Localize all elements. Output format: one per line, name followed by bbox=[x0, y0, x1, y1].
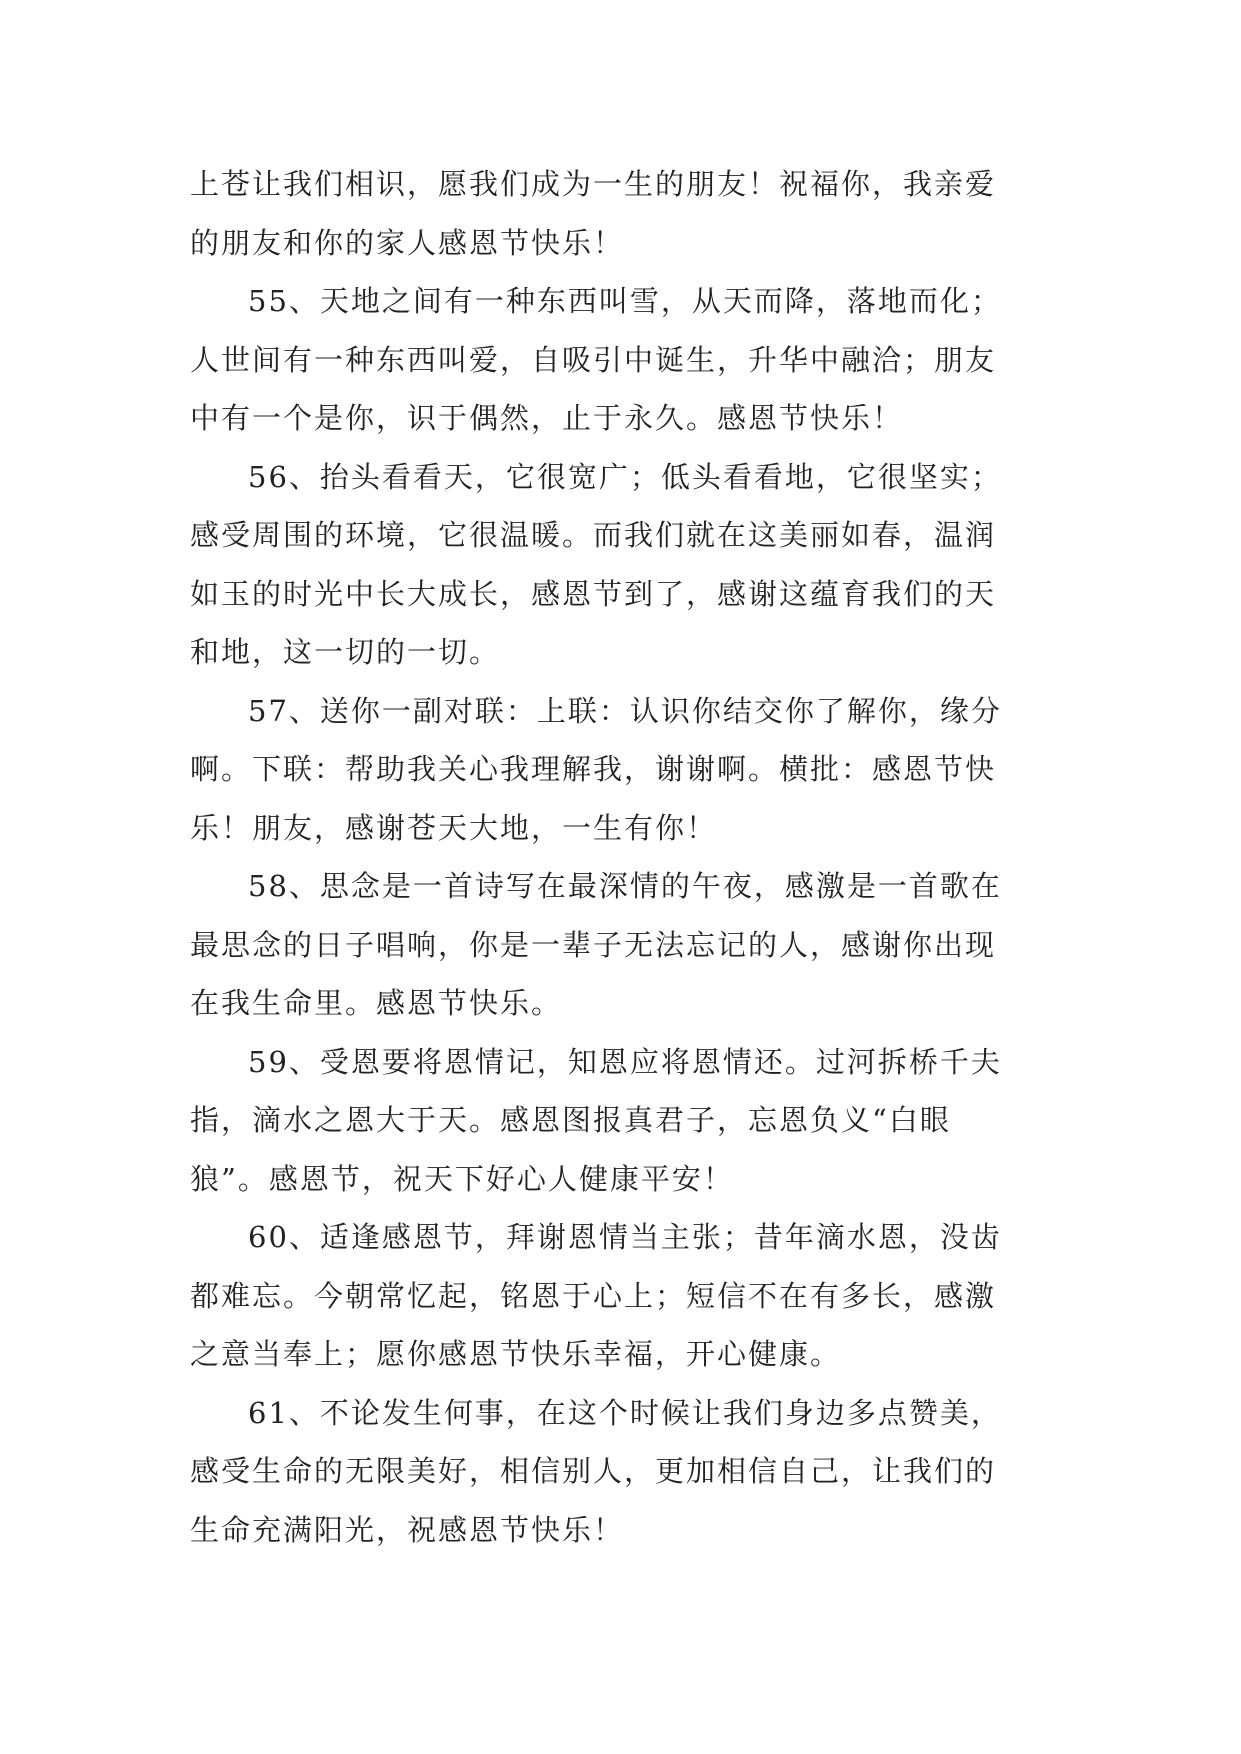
paragraph-line: 56、抬头看看天，它很宽广；低头看看地，它很坚实； bbox=[248, 459, 1002, 494]
paragraph-line: 61、不论发生何事，在这个时候让我们身边多点赞美， bbox=[248, 1395, 1002, 1430]
paragraph-line: 57、送你一副对联：上联：认识你结交你了解你，缘分 bbox=[248, 693, 1002, 728]
document-body bbox=[190, 155, 1052, 1559]
paragraph-55 bbox=[190, 272, 1052, 448]
paragraph-54-tail bbox=[190, 155, 1052, 272]
paragraph-line: 60、适逢感恩节，拜谢恩情当主张；昔年滴水恩，没齿 bbox=[248, 1220, 1002, 1254]
paragraph-58 bbox=[190, 857, 1052, 1033]
paragraph-line: 指，滴水之恩大于天。感恩图报真君子，忘恩负义“白眼 bbox=[190, 1103, 951, 1137]
paragraph-line: 狼”。感恩节，祝天下好心人健康平安！ bbox=[190, 1161, 734, 1196]
paragraph-line: 如玉的时光中长大成长，感恩节到了，感谢这蕴育我们的天 bbox=[190, 576, 997, 611]
paragraph-line: 在我生命里。感恩节快乐。 bbox=[190, 986, 563, 1020]
paragraph-line: 58、思念是一首诗写在最深情的午夜，感激是一首歌在 bbox=[248, 869, 1002, 903]
paragraph-line: 生命充满阳光，祝感恩节快乐！ bbox=[190, 1512, 625, 1547]
paragraph-line: 感受生命的无限美好，相信别人，更加相信自己，让我们的 bbox=[190, 1454, 997, 1488]
paragraph-line: 人世间有一种东西叫爱，自吸引中诞生，升华中融洽；朋友 bbox=[190, 342, 997, 377]
paragraph-line: 乐！朋友，感谢苍天大地，一生有你！ bbox=[190, 810, 718, 845]
paragraph-line: 中有一个是你，识于偶然，止于永久。感恩节快乐！ bbox=[190, 401, 904, 435]
paragraph-line: 感受周围的环境，它很温暖。而我们就在这美丽如春，温润 bbox=[190, 518, 997, 552]
paragraph-line: 和地，这一切的一切。 bbox=[190, 635, 501, 669]
paragraph-line: 都难忘。今朝常忆起，铭恩于心上；短信不在有多长，感激 bbox=[190, 1278, 997, 1313]
paragraph-56 bbox=[190, 448, 1052, 682]
paragraph-line: 啊。下联：帮助我关心我理解我，谢谢啊。横批：感恩节快 bbox=[190, 752, 997, 786]
paragraph-line: 59、受恩要将恩情记，知恩应将恩情还。过河拆桥千夫 bbox=[248, 1044, 1002, 1079]
paragraph-line: 55、天地之间有一种东西叫雪，从天而降，落地而化； bbox=[248, 284, 1002, 318]
paragraph-line: 之意当奉上；愿你感恩节快乐幸福，开心健康。 bbox=[190, 1337, 842, 1371]
paragraph-59 bbox=[190, 1033, 1052, 1209]
paragraph-61 bbox=[190, 1384, 1052, 1560]
paragraph-line: 最思念的日子唱响，你是一辈子无法忘记的人，感谢你出现 bbox=[190, 927, 997, 962]
paragraph-line: 上苍让我们相识，愿我们成为一生的朋友！祝福你，我亲爱 bbox=[190, 167, 997, 201]
paragraph-line: 的朋友和你的家人感恩节快乐！ bbox=[190, 225, 625, 260]
paragraph-60 bbox=[190, 1208, 1052, 1384]
paragraph-57 bbox=[190, 682, 1052, 858]
